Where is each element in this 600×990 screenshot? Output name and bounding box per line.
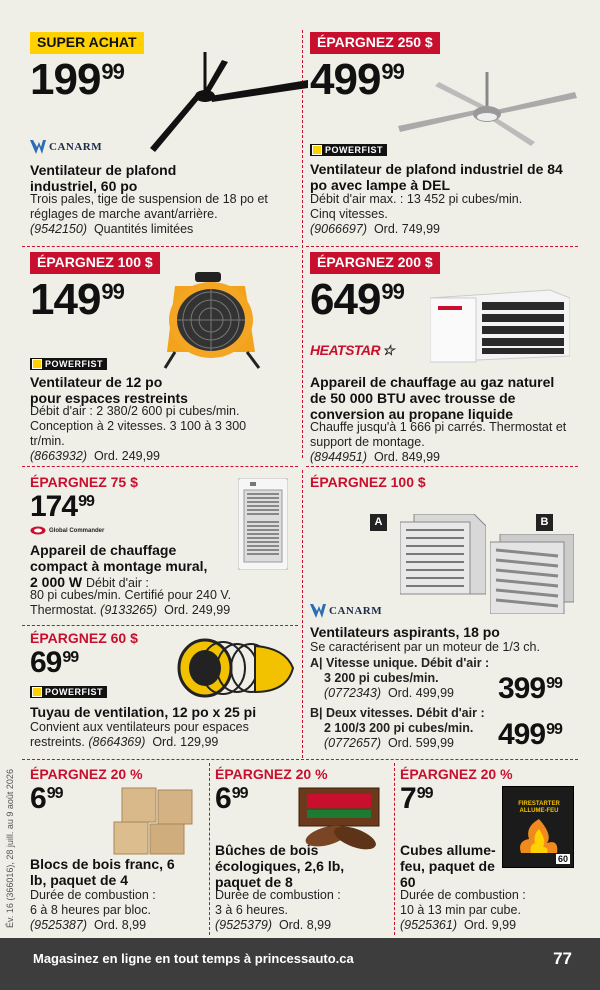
price: 199 99 [30,55,124,104]
price: 7 99 [400,782,433,815]
brand-logo: POWERFIST [30,356,107,374]
divider-h2-left [22,466,298,467]
product-desc: Durée de combustion : 10 à 13 min par cube. (9525361) Ord. 9,99 [400,888,526,932]
variant-a-label: A [370,514,387,531]
price: 149 99 [30,275,124,324]
variant-a-desc: A| Vitesse unique. Débit d'air : 3 200 pi cubes/min. (0772343) Ord. 499,99 [310,656,490,700]
global-commander-logo-icon [30,526,46,535]
exhaust-fan-b-icon [490,534,574,614]
save-badge: ÉPARGNEZ 100 $ [30,252,160,274]
product-confined-space-fan[interactable] [30,252,300,464]
save-text: ÉPARGNEZ 20 % [400,766,513,782]
divider-h2-right [306,466,578,467]
brand-logo: CANARM [310,604,382,618]
product-wood-blocks[interactable] [30,766,206,936]
brand-logo: CANARM [30,140,102,154]
price: 174 99 [30,490,94,523]
led-ceiling-fan-icon [395,72,580,152]
ceiling-fan-icon [150,52,310,162]
product-title: Appareil de chauffage compact à montage mural, 2 000 W Débit d'air : [30,542,208,590]
super-deal-badge: SUPER ACHAT [30,32,144,54]
variant-a-price: 399 99 [498,672,562,705]
save-text: ÉPARGNEZ 60 $ [30,630,138,646]
product-title: Cubes allume-feu, paquet de 60 [400,842,496,890]
divider-h3-left [22,625,298,626]
product-title: Ventilateur de 12 po pour espaces restreints [30,374,188,406]
product-desc: Débit d'air max. : 13 452 pi cubes/min. Cinq vitesses. (9066697) Ord. 749,99 [310,192,523,236]
ventilation-duct-icon [175,634,300,700]
product-desc: Chauffe jusqu'à 1 666 pi carrés. Thermostat et support de montage. (8944951) Ord. 849,99 [310,420,567,464]
canarm-logo-icon [30,140,46,154]
variant-b-label: B [536,514,553,531]
variant-b-price: 499 99 [498,718,562,751]
price: 649 99 [310,275,404,324]
divider-h1-right [306,246,578,247]
footer-bar [0,938,600,990]
powerfist-logo-icon [32,359,42,369]
product-desc: 80 pi cubes/min. Certifié pour 240 V. Thermostat. (9133265) Ord. 249,99 [30,588,232,617]
product-title: Ventilateur de plafond industriel, 60 po [30,162,177,194]
product-ceiling-fan-60[interactable] [30,32,300,244]
divider-h1-left [22,246,298,247]
powerfist-logo-icon [32,687,42,697]
footer-link-text[interactable]: Magasinez en ligne en tout temps à princessauto.ca [33,951,354,966]
product-desc: Trois pales, tige de suspension de 18 po et réglages de marche avant/arrière. (9542150) Quantités limitées [30,192,268,236]
save-badge: ÉPARGNEZ 200 $ [310,252,440,274]
save-text: ÉPARGNEZ 100 $ [310,474,426,490]
powerfist-logo-icon [312,145,322,155]
price: 69 99 [30,646,79,679]
canarm-logo-icon [310,604,326,618]
product-desc: Se caractérisent par un moteur de 1/3 ch. [310,640,540,654]
brand-logo: POWERFIST [310,142,387,160]
product-title: Bûches de bois écologiques, 2,6 lb, paquet de 8 [215,842,345,890]
product-desc: Débit d'air : 2 380/2 600 pi cubes/min. Conception à 2 vitesses. 3 100 à 3 300 tr/min. (8663932) Ord. 249,99 [30,404,247,463]
exhaust-fan-a-icon [400,514,486,596]
product-wall-heater[interactable] [30,474,300,622]
product-title: Appareil de chauffage au gaz naturel de 50 000 BTU avec trousse de conversion au propane liquide [310,374,555,422]
save-badge: ÉPARGNEZ 250 $ [310,32,440,54]
brand-logo: POWERFIST [30,684,107,702]
product-gas-heater[interactable] [310,252,582,464]
product-desc: Durée de combustion : 6 à 8 heures par bloc. (9525387) Ord. 8,99 [30,888,156,932]
product-title: Ventilateurs aspirants, 18 po [310,624,500,640]
variant-b-desc: B| Deux vitesses. Débit d'air : 2 100/3 200 pi cubes/min. (0772657) Ord. 599,99 [310,706,485,750]
product-ventilation-duct[interactable] [30,630,300,756]
brand-logo: HEATSTAR ☆ [310,342,395,358]
save-text: ÉPARGNEZ 20 % [215,766,328,782]
product-exhaust-fans[interactable] [310,474,582,756]
firestarter-box [502,786,574,868]
edition-note: Év. 16 (366016), 28 juill. au 9 août 2026 [5,769,15,928]
product-desc: Convient aux ventilateurs pour espaces restreints. (8664369) Ord. 129,99 [30,720,249,749]
price: 6 99 [215,782,248,815]
divider-bottom-1 [209,763,210,935]
price: 6 99 [30,782,63,815]
gas-heater-icon [430,286,570,366]
product-desc: Durée de combustion : 3 à 6 heures. (9525379) Ord. 8,99 [215,888,341,932]
product-title: Ventilateur de plafond industriel de 84 po avec lampe à DEL [310,161,563,193]
save-text: ÉPARGNEZ 75 $ [30,474,138,490]
wood-blocks-icon [112,786,200,856]
count-badge: 60 [557,854,568,864]
divider-vertical-mid [302,470,303,758]
product-firestarter-cubes[interactable] [400,766,582,936]
divider-h4 [22,759,578,760]
wall-heater-icon [238,478,288,570]
star-icon: ☆ [382,342,395,358]
drum-fan-icon [155,272,275,372]
price: 499 99 [310,55,404,104]
product-title: Blocs de bois franc, 6 lb, paquet de 4 [30,856,175,888]
brand-logo: Global Commander [30,526,104,535]
flame-icon [513,819,565,859]
page-number: 77 [553,949,572,968]
box-label: FIRESTARTER ALLUME-FEU [518,801,560,814]
product-title: Tuyau de ventilation, 12 po x 25 pi [30,704,257,720]
product-eco-logs[interactable] [215,766,391,936]
divider-bottom-2 [394,763,395,935]
save-text: ÉPARGNEZ 20 % [30,766,143,782]
product-ceiling-fan-84[interactable] [310,32,582,244]
